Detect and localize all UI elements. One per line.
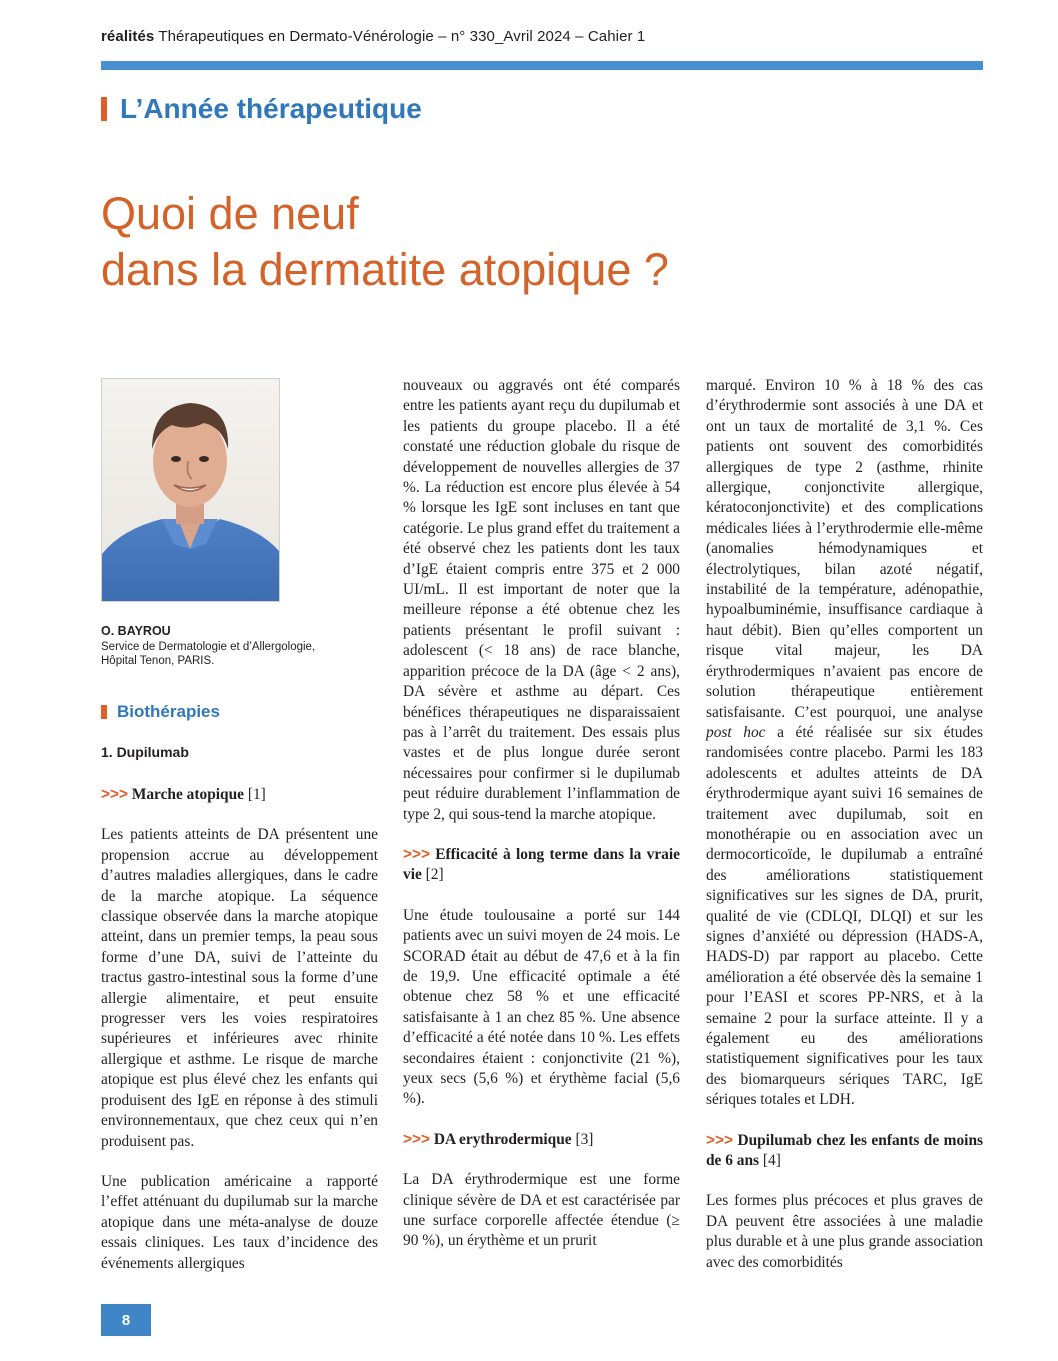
author-block <box>101 624 315 669</box>
paragraph: nouveaux ou aggravés ont été comparés entre les patients ayant reçu du dupilumab et les patients du groupe placebo. Il a été constaté une réduction globale du risque de développement de nouvelles allergies de 37 %. La réduction est encore plus élevée à 54 % lorsque les IgE sont incluses en tant que catégorie. Le plus grand effet du traitement a été observé chez les patients dont les taux d’IgE étaient compris entre 375 et 2 000 UI/mL. Il est important de noter que la meilleure réponse a été obtenue chez les patients présentant le profil suivant : adolescent (< 18 ans) de race blanche, apparition précoce de la DA (âge < 2 ans), DA sévère et asthme au départ. Ces bénéfices thérapeutiques ne disparaissaient pas à l’arrêt du traitement. Des essais plus vastes et de plus longue durée seront nécessaires pour confirmer si le dupilumab peut réduire durablement l’inflammation de type 2, qui sous-tend la marche atopique. <box>403 377 680 823</box>
author-portrait-image <box>102 379 279 601</box>
emphasis: post hoc <box>706 723 766 741</box>
paragraph: La DA érythrodermique est une forme clinique sévère de DA et est caractérisée par une surface corporelle affectée étendue (≥ 90 %), un érythème et un prurit <box>403 1171 680 1250</box>
subheading-text: Marche atopique <box>131 786 244 803</box>
text-column-2 <box>403 376 680 1252</box>
subsection-marker <box>101 705 107 719</box>
subheading-text: Efficacité à long terme dans la vraie vie <box>403 845 680 884</box>
section-heading <box>101 93 422 125</box>
subsection-heading <box>101 702 220 722</box>
subsection-title: Biothérapies <box>117 702 220 721</box>
subheading-marche-atopique <box>101 785 378 805</box>
subheading-text: DA erythrodermique <box>433 1130 572 1148</box>
page-number: 8 <box>101 1304 151 1336</box>
paragraph: Les patients atteints de DA présentent une propension accrue au développement d’autres maladies allergiques, dans le cadre de la marche atopique. La séquence classique observée dans la marche atopique atteint, dans un premier temps, la peau sous forme d’une DA, suivi de l’atteinte du tractus gastro-intestinal sous la forme d’une allergie alimentaire, et peut ensuite progresser vers les voies respiratoires supérieures et inférieures avec rhinite allergique et asthme. Le risque de marche atopique est plus élevé chez les enfants qui produisent des IgE en réponse à des stimuli environnementaux, que chez ceux qui n’en produisent pas. <box>101 826 378 1150</box>
author-name: O. BAYROU <box>101 624 171 638</box>
subheading-enfants <box>706 1131 983 1172</box>
article-title-line-2: dans la dermatite atopique ? <box>101 244 669 295</box>
journal-brand: réalités <box>101 28 155 45</box>
numbered-heading: 1. Dupilumab <box>101 744 189 760</box>
section-title: L’Année thérapeutique <box>120 93 422 124</box>
paragraph-part: a été réalisée sur six études randomisées contre placebo. Parmi les 183 adolescents et adultes atteints de DA érythrodermique ayant suivi 16 semaines de traitement avec dupilumab, soit en monothérapie ou en association avec un dermocorticoïde, le dupilumab a entraîné des améliorations statistiquement significatives sur les signes de DA, prurit, qualité de vie (CDLQI, DLQI) et sur les signes d’anxiété ou dépression (HADS-A, HADS-D) par rapport au placebo. Cette amélioration a été observée dès la semaine 1 pour l’EASI et scores PP-NRS, et à la semaine 2 pour la surface atteinte. Il y a également eu des améliorations statistiquement significatives pour les taux des biomarqueurs sériques TARC, IgE sériques totales et LDH. <box>706 723 984 1109</box>
header-rule <box>101 61 983 70</box>
paragraph: Une étude toulousaine a porté sur 144 patients avec un suivi moyen de 24 mois. Le SCORAD était au début de 47,6 et à la fin de 19,9. Une efficacité optimale a été obtenue chez 58 % et une efficacité satisfaisante à 1 an chez 85 %. Une absence d’efficacité a été notée dans 10 %. Les effets secondaires étaient : conjonctivite (21 %), yeux secs (5,6 %) et érythème facial (5,6 %). <box>403 906 680 1108</box>
article-title-line-1: Quoi de neuf <box>101 188 359 239</box>
running-header <box>101 28 645 45</box>
section-marker <box>101 97 107 121</box>
author-photo <box>101 378 280 602</box>
arrows-marker: >>> <box>403 1130 430 1148</box>
paragraph: Les formes plus précoces et plus graves de DA peuvent être associées à une maladie plus durable et à une plus grande association avec des comorbidités <box>706 1192 983 1271</box>
arrows-marker: >>> <box>706 1131 733 1149</box>
arrows-marker: >>> <box>403 845 430 863</box>
subheading-da-erythrodermique <box>403 1130 680 1150</box>
subheading-text: Dupilumab chez les enfants de moins de 6 ans <box>706 1131 983 1170</box>
text-column-1 <box>101 785 378 1274</box>
author-affiliation-2: Hôpital Tenon, PARIS. <box>101 655 215 667</box>
paragraph-part: marqué. Environ 10 % à 18 % des cas d’érythrodermie sont associés à une DA et ont un taux de mortalité de 3,1 %. Ces patients ont souvent des comorbidités allergiques de type 2 (asthme, rhinite allergique, conjonctivite allergique, kératoconjonctivite) et des complications médicales liées à l’erythrodermie elle-même (anomalies hémodynamiques et électrolytiques, bilan azoté négatif, instabilité de la température, adénopathie, hypoalbuminémie, insuffisance cardiaque à haut débit). Bien qu’elles comportent un risque vital majeur, les DA érythrodermiques n’avaient pas encore de solution thérapeutique entièrement satisfaisante. C’est pourquoi, une analyse <box>706 377 983 721</box>
subheading-efficacite <box>403 845 680 886</box>
reference: [1] <box>243 786 266 803</box>
article-title <box>101 186 669 298</box>
journal-issue: Thérapeutiques en Dermato-Vénérologie – n° 330_Avril 2024 – Cahier 1 <box>158 28 646 45</box>
arrows-marker: >>> <box>101 786 128 803</box>
author-affiliation-1: Service de Dermatologie et d’Allergologie, <box>101 640 316 653</box>
paragraph: Une publication américaine a rapporté l’effet atténuant du dupilumab sur la marche atopique dans une méta-analyse de douze essais cliniques. Les taux d’incidence des événements allergiques <box>101 1172 378 1272</box>
paragraph <box>706 376 983 1111</box>
reference: [3] <box>571 1130 594 1148</box>
reference: [4] <box>759 1152 781 1170</box>
reference: [2] <box>421 866 444 884</box>
text-column-3 <box>706 376 983 1273</box>
